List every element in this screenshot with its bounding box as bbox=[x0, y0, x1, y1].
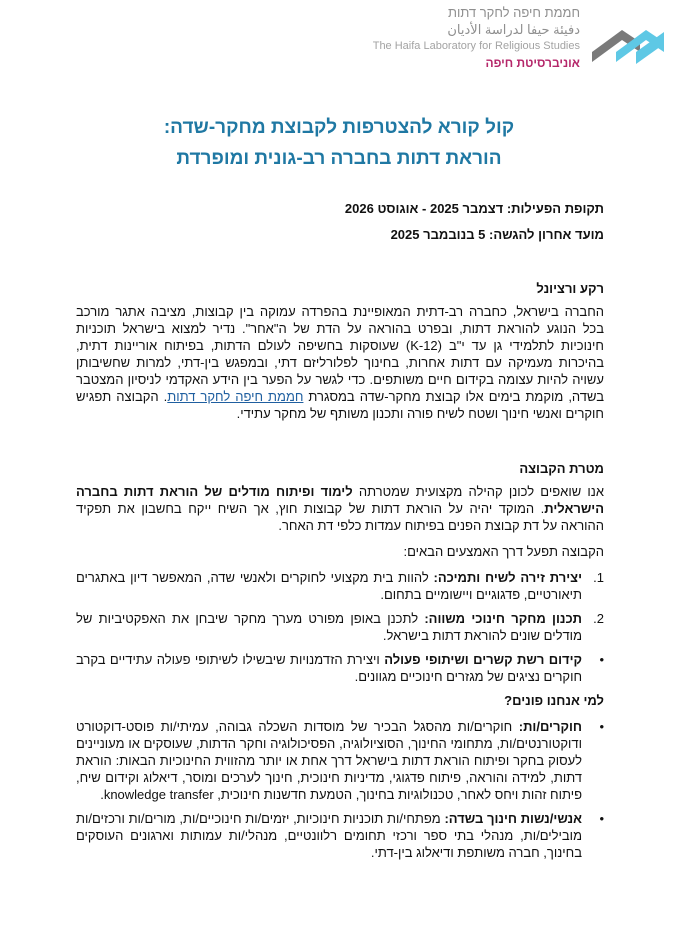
list-item: 2. תכנון מחקר חינוכי משווה: לתכנן באופן מפורט מערך מחקר שיבחן את האפקטיביות של מודלים שונים להוראת דתות בישראל. bbox=[76, 611, 604, 643]
university-name: אוניברסיטת חיפה bbox=[485, 56, 580, 70]
background-paragraph: החברה בישראל, כחברה רב-דתית המאופיינת בהפרדה עמוקה בין קבוצות, מציבה אתגר מורכב בכל הנוגע להוראת דתות, ובפרט בהוראה על הדת של ה"אחר". נדיר למצוא בישראל תוכניות חינוכיות לתלמידי גן עד י"ב (K-12) שעוסקות בחשיפה לעולם הדתות, בפיתוח אוריינות דתית, בהיכרות מעמיקה עם דתות אחרות, בחינוך לפלורליזם דתי, ובמפגש בין-דתי, למרות שחשיבותן עשויה להיות עצומה בקידום חיים משותפים. כדי לגשר על הפער בין הידע האקדמי לניסיון המצטבר בשדה, מוקמת בימים אלו קבוצת מחקר-שדה במסגרת חממת חיפה לחקר דתות. הקבוצה תפגיש חוקרים ואנשי חינוך ושטח לשיח פורה ותכנון משותף של מחקר עתידי. bbox=[76, 304, 604, 421]
haifa-lab-logo-icon bbox=[592, 22, 664, 70]
list-item: • חוקרים/ות: חוקרים/ות מהסגל הבכיר של מוסדות השכלה גבוהה, עמיתי/ות פוסט-דוקטורט ודוקטורנטים/ות, מתחומי החינוך, הסוציולוגיה, הפסיכולוגיה וחקר הדתות, שעוסקים או מעוניינים לעסוק בחקר ופיתוח הוראת דתות בישראל דרך אחת או יותר מהזווית החינוכיות הבאות: הוראת דתות, למידה והוראה, פיתוח פדגוגי, מדיניות חינוכית, חינוך לערכים ומוסר, דיאלוג וקידום שיח, פיתוח זהות ויחס לאחר, טכנולוגיות בחינוך, הטמעת חדשנות חינוכית, knowledge transfer. bbox=[76, 719, 604, 802]
page-title bbox=[40, 112, 638, 174]
lab-name-english: The Haifa Laboratory for Religious Studies bbox=[372, 40, 580, 52]
audience-list bbox=[76, 718, 604, 861]
section-heading-audience: למי אנחנו פונים? bbox=[504, 693, 604, 708]
section-heading-background: רקע ורציונל bbox=[536, 281, 604, 296]
list-item: • אנשי/נשות חינוך בשדה: מפתחי/ות תוכניות חינוכיות, יזמים/ות חינוכיים/ות, מורים/ות ורכזים/ות מובילים/ות, מנהלי בתי ספר ורכזי תחומים רלוונטיים, מנהלי/ות עמותות וארגונים העוסקים בחינוך, חברה משותפת ודיאלוג בין-דתי. bbox=[76, 811, 604, 860]
list-item: • קידום רשת קשרים ושיתופי פעולה ויצירת הזדמנויות שיבשילו לשיתופי פעולה עתידיים בקרב חוקרים נציגים של מגזרים חינוכיים מגוונים. bbox=[76, 652, 604, 684]
title-line-2: הוראת דתות בחברה רב-גונית ומופרדת bbox=[176, 148, 502, 169]
letterhead bbox=[364, 4, 664, 82]
lab-name-hebrew: חממת חיפה לחקר דתות bbox=[447, 5, 580, 20]
title-line-1: קול קורא להצטרפות לקבוצת מחקר-שדה: bbox=[163, 117, 515, 138]
means-intro: הקבוצה תפעל דרך האמצעים הבאים: bbox=[403, 544, 604, 559]
list-item: 1. יצירת זירה לשיח ותמיכה: להוות בית מקצועי לחוקרים ולאנשי שדה, המאפשר דיון באתגרים תיאורטיים, פדגוגיים ויישומיים בתחום. bbox=[76, 570, 604, 602]
document-body bbox=[76, 200, 604, 868]
section-heading-goal: מטרת הקבוצה bbox=[519, 461, 604, 476]
lab-name-arabic: دفيئة حيفا لدراسة الأديان bbox=[447, 22, 580, 37]
means-list bbox=[76, 569, 604, 685]
haifa-lab-link[interactable]: חממת חיפה לחקר דתות bbox=[167, 389, 304, 404]
activity-period: תקופת הפעילות: דצמבר 2025 - אוגוסט 2026 bbox=[344, 201, 604, 216]
submission-deadline: מועד אחרון להגשה: 5 בנובמבר 2025 bbox=[390, 227, 604, 242]
goal-paragraph: אנו שואפים לכונן קהילה מקצועית שמטרתה לימוד ופיתוח מודלים של הוראת דתות בחברה הישראלית. המוקד יהיה על הוראת דתות של קבוצות חוץ, אך השיח ייקח בחשבון את תפקיד ההוראה על דת קבוצת הפנים בפיתוח עמדות כלפי דת האחר. bbox=[76, 484, 604, 533]
